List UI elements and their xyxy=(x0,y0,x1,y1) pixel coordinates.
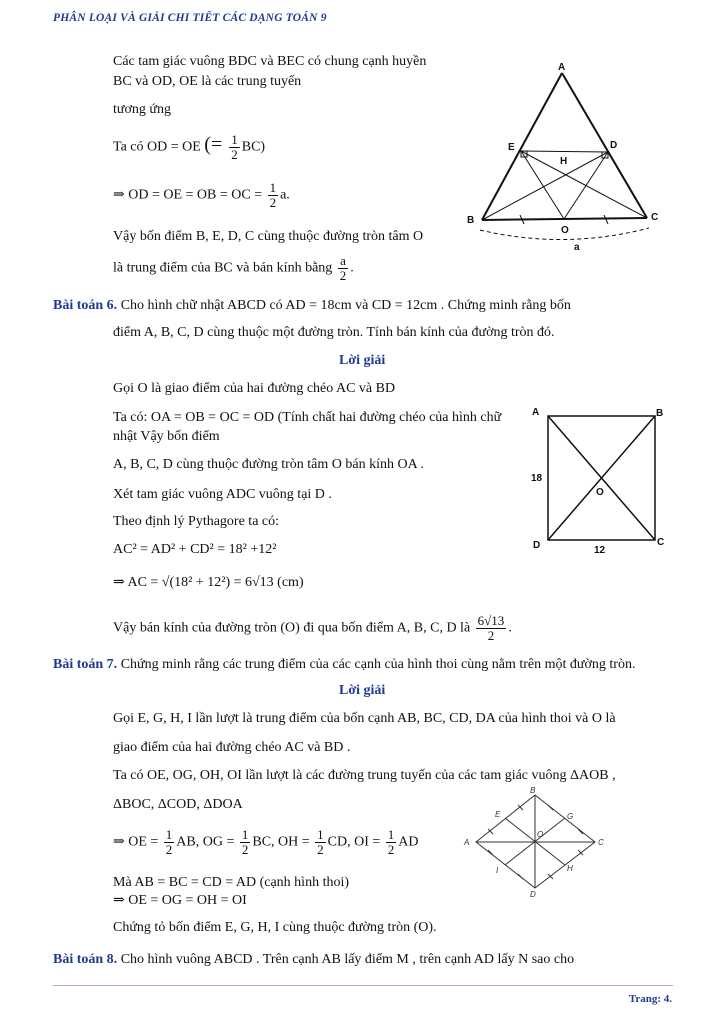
rhombus-figure xyxy=(458,785,613,900)
text-line: Gọi E, G, H, I lần lượt là trung điểm của bốn cạnh AB, BC, CD, DA của hình thoi và O là xyxy=(113,711,616,726)
text-line: A, B, C, D cùng thuộc đường tròn tâm O bán kính OA . xyxy=(113,457,424,472)
equation-medians: ⇒ OE = $\frac{1}{2}$ AB, OG = $\frac{1}{2}$ BC, OH = $\frac{1}{2}$ CD, OI = $\frac{1}{2}$ AD xyxy=(113,827,419,857)
equation-ac: ⇒ AC = √(18² + 12²) = 6√13 (cm) xyxy=(113,575,304,590)
solution-heading: Lời giải xyxy=(339,353,386,368)
label-a: A xyxy=(532,407,540,418)
page-number: Trang: 4. xyxy=(628,993,672,1005)
label-a: A xyxy=(464,838,470,847)
text-line: Vậy bốn điểm B, E, D, C cùng thuộc đường tròn tâm O xyxy=(113,229,424,244)
problem-6-conclusion: Vậy bán kính của đường tròn (O) đi qua bốn điểm A, B, C, D là $\frac{6√13}{2}$ . xyxy=(113,613,512,643)
equation-od-oe: Ta có OD = OE (= $\frac{1}{2}$ BC) xyxy=(113,132,266,162)
label-h: H xyxy=(560,156,568,167)
label-o: O xyxy=(596,487,604,498)
text-line: Xét tam giác vuông ADC vuông tại D . xyxy=(113,487,332,502)
label-side-18: 18 xyxy=(531,473,543,484)
solution-heading: Lời giải xyxy=(339,683,386,698)
text-line: Ta có: OA = OB = OC = OD (Tính chất hai đường chéo của hình chữ xyxy=(113,410,502,425)
problem-7-line1: Bài toán 7. Chứng minh rằng các trung điểm của các cạnh của hình thoi cùng nằm trên một đường tròn. xyxy=(53,657,636,672)
label-o: O xyxy=(561,225,569,236)
label-b: B xyxy=(530,786,536,795)
label-a: A xyxy=(558,62,566,73)
label-e: E xyxy=(508,142,515,153)
text-line: tương ứng xyxy=(113,102,171,117)
footer-divider xyxy=(53,985,673,986)
label-b: B xyxy=(656,408,664,419)
text-line: Chứng tỏ bốn điểm E, G, H, I cùng thuộc đường tròn (O). xyxy=(113,920,437,935)
label-o: O xyxy=(537,830,544,839)
label-h: H xyxy=(567,864,573,873)
text-line: nhật Vậy bốn điểm xyxy=(113,429,220,444)
equation-radius: ⇒ OD = OE = OB = OC = $\frac{1}{2}$ a. xyxy=(113,180,290,210)
label-g: G xyxy=(567,812,574,821)
label-c: C xyxy=(651,212,659,223)
text-line: ΔBOC, ΔCOD, ΔDOA xyxy=(113,797,243,812)
rectangle-figure xyxy=(528,400,673,560)
text-line: Mà AB = BC = CD = AD (cạnh hình thoi) xyxy=(113,875,350,890)
text-line: Gọi O là giao điểm của hai đường chéo AC và BD xyxy=(113,381,396,396)
page-header: PHÂN LOẠI VÀ GIẢI CHI TIẾT CÁC DẠNG TOÁN 9 xyxy=(53,12,327,24)
text-line: Các tam giác vuông BDC và BEC có chung cạnh huyền xyxy=(113,54,427,69)
text-line: Ta có OE, OG, OH, OI lần lượt là các đường trung tuyến của các tam giác vuông ΔAOB , xyxy=(113,768,616,783)
label-b: B xyxy=(467,215,475,226)
text-line: Theo định lý Pythagore ta có: xyxy=(113,514,280,529)
label-d: D xyxy=(533,540,541,551)
triangle-figure xyxy=(462,58,672,258)
text-line: ⇒ OE = OG = OH = OI xyxy=(113,893,247,908)
text-line-conclusion: là trung điểm của BC và bán kính bằng $\frac{a}{2}$ . xyxy=(113,253,354,283)
problem-6-line2: điểm A, B, C, D cùng thuộc một đường tròn. Tính bán kính của đường tròn đó. xyxy=(113,325,555,340)
problem-8-line1: Bài toán 8. Cho hình vuông ABCD . Trên cạnh AB lấy điểm M , trên cạnh AD lấy N sao cho xyxy=(53,952,575,967)
text-line: giao điểm của hai đường chéo AC và BD . xyxy=(113,740,351,755)
problem-6-line1: Bài toán 6. Cho hình chữ nhật ABCD có AD = 18cm và CD = 12cm . Chứng minh rằng bốn xyxy=(53,298,571,313)
label-side-12: 12 xyxy=(594,545,606,556)
label-side-a: a xyxy=(574,242,580,253)
label-c: C xyxy=(657,537,665,548)
label-c: C xyxy=(598,838,604,847)
label-e: E xyxy=(495,810,501,819)
label-d: D xyxy=(530,890,536,899)
text-line: BC và OD, OE là các trung tuyến xyxy=(113,74,302,89)
equation-pythagore: AC² = AD² + CD² = 18² +12² xyxy=(113,542,277,557)
label-i: I xyxy=(496,866,499,875)
label-d: D xyxy=(610,140,618,151)
